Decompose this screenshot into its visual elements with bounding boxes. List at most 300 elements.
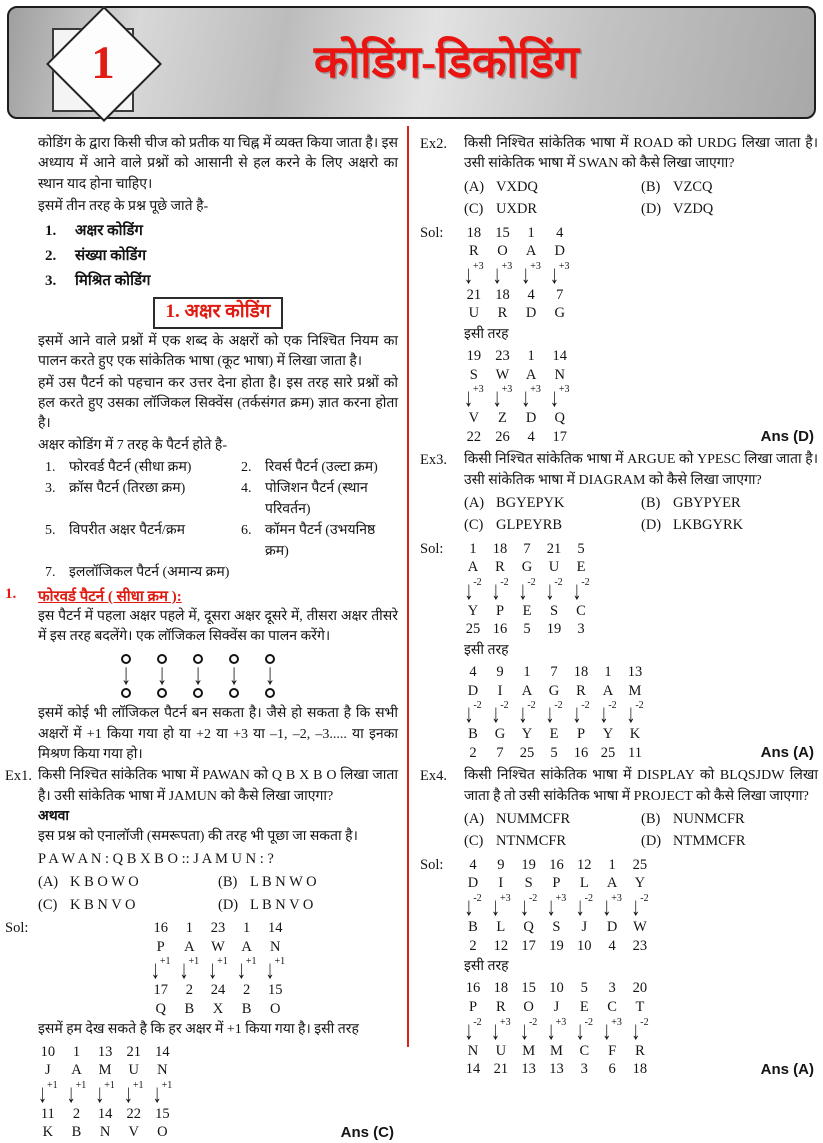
mapping-block-2 (464, 978, 649, 1079)
example-question-row (420, 134, 818, 223)
example-content (38, 766, 398, 918)
shift-arrow (549, 259, 570, 289)
example-label: Ex1. (5, 768, 32, 785)
solution-mapping (464, 979, 649, 1078)
map-cell: 18 (632, 1061, 648, 1078)
shift-arrow (491, 575, 509, 605)
options-grid (464, 492, 818, 537)
shift-arrow (265, 954, 286, 984)
map-cell: 10 (577, 937, 592, 954)
map-cell: 6 (608, 1061, 616, 1078)
map-cell: 14 (552, 348, 567, 365)
map-cell: 19 (466, 348, 482, 365)
option-value: GBYPYER (673, 494, 741, 511)
solution-row (5, 918, 398, 1143)
option-key: (C) (464, 833, 484, 850)
map-cell: A (602, 682, 614, 699)
map-cell: D (525, 410, 537, 427)
example-ex3 (420, 450, 818, 763)
diagram-column (229, 654, 239, 698)
map-cell: M (628, 682, 642, 699)
option-key: (D) (641, 201, 662, 218)
map-cell: A (71, 1062, 82, 1079)
option-value: VZDQ (673, 201, 714, 218)
map-cell: D (525, 305, 537, 322)
shift-arrow (150, 954, 171, 984)
map-cell: S (549, 602, 559, 619)
shift-arrow (491, 891, 511, 921)
map-cell: A (241, 938, 252, 955)
final-row (38, 1042, 398, 1143)
map-cell: L (496, 919, 506, 936)
map-cell: X (212, 1000, 224, 1017)
similarly-text: इसी तरह (464, 642, 509, 658)
shift-value: -2 (528, 893, 538, 905)
shift-value: +3 (501, 384, 513, 396)
map-cell: N (270, 938, 281, 955)
map-cell: 5 (577, 540, 585, 557)
down-arrow-icon: ↓ (572, 698, 582, 728)
option-key: (D) (641, 833, 662, 850)
coding-type-number: 2. (45, 247, 57, 264)
example-label: Ex2. (420, 136, 447, 152)
left-examples-container (5, 766, 398, 1143)
answer-label: Ans (A) (760, 1060, 814, 1078)
shift-value: +1 (132, 1079, 144, 1091)
or-label: अथवा (38, 808, 70, 824)
map-cell: 23 (632, 937, 648, 954)
map-cell: Z (498, 410, 507, 427)
map-cell: 13 (627, 664, 643, 681)
map-cell: B (71, 1124, 82, 1141)
pattern-item (241, 457, 398, 478)
map-cell: 25 (632, 856, 648, 873)
map-cell: 2 (469, 744, 477, 761)
map-cell: E (579, 998, 589, 1015)
shift-value: +1 (159, 956, 171, 968)
shift-value: +1 (104, 1079, 115, 1091)
coding-type-item (45, 244, 398, 269)
down-arrow-icon: ↓ (546, 891, 556, 921)
map-cell: Y (521, 726, 533, 743)
example-ex1 (5, 766, 398, 1143)
shift-value: -2 (581, 700, 590, 712)
diagram-column (121, 654, 131, 698)
map-cell: B (468, 726, 478, 743)
example-label: Ex4. (420, 768, 447, 785)
shift-value: +3 (555, 1016, 567, 1028)
pattern-item-number: 1. (45, 459, 56, 475)
answer-label: Ans (C) (340, 1123, 394, 1141)
shift-arrow (521, 382, 541, 412)
option-b (641, 492, 818, 514)
pattern-item-number: 2. (241, 459, 252, 475)
pattern-item-label: पोजिशन पैटर्न (स्थान परिवर्तन) (265, 480, 368, 517)
solution-label: Sol: (420, 224, 444, 241)
pattern-item-number: 5. (45, 522, 56, 538)
map-cell: R (495, 998, 506, 1015)
map-cell: A (525, 243, 537, 260)
solution-row (420, 539, 818, 764)
down-arrow-icon: ↓ (575, 1015, 585, 1045)
down-arrow-icon: ↓ (631, 891, 641, 921)
map-cell: 7 (556, 286, 564, 303)
map-cell: G (548, 682, 560, 699)
solution-content (464, 539, 818, 764)
shift-value: -2 (473, 700, 482, 712)
chapter-title: कोडिंग-डिकोडिंग (313, 36, 580, 87)
map-cell: 7 (550, 664, 558, 681)
shift-value: -2 (635, 700, 644, 712)
option-value: VZCQ (673, 178, 713, 195)
map-cell: 20 (632, 980, 648, 997)
solution-content (38, 918, 398, 1143)
option-c (464, 198, 641, 220)
map-cell: 16 (465, 980, 481, 997)
map-cell: 13 (549, 1061, 564, 1078)
down-arrow-icon: ↓ (150, 954, 160, 984)
shift-value: -2 (640, 893, 649, 905)
map-cell: P (576, 726, 586, 743)
down-arrow-icon: ↓ (572, 575, 582, 605)
map-cell: G (521, 559, 533, 576)
option-value: VXDQ (496, 178, 538, 195)
map-cell: C (576, 602, 586, 619)
down-arrow-icon: ↓ (575, 891, 585, 921)
shift-value: +3 (473, 260, 484, 272)
option-value: K B O W O (70, 874, 139, 891)
option-b (218, 871, 398, 893)
down-arrow-icon: ↓ (519, 1015, 529, 1045)
solution-row (420, 223, 818, 448)
map-cell: 1 (72, 1043, 81, 1060)
map-cell: 9 (497, 856, 505, 873)
map-cell: 1 (523, 664, 531, 681)
option-value: L B N V O (250, 896, 314, 913)
down-arrow-icon: ↓ (236, 954, 246, 984)
option-value: BGYEPYK (496, 494, 565, 511)
chapter-header-banner (7, 6, 816, 119)
section-paragraph-1: इसमें आने वाले प्रश्नों में एक शब्द के अक्षरों को एक निश्चित नियम का पालन करते हुए एक सांकेतिक भाषा (कूट भाषा) में लिखा जाता है। (38, 334, 398, 370)
shift-value: +1 (188, 956, 200, 968)
map-cell: 18 (573, 664, 589, 681)
option-value: NTMMCFR (673, 833, 746, 850)
map-cell: M (522, 1042, 536, 1059)
solution-mapping (38, 1043, 172, 1142)
map-cell: E (549, 726, 559, 743)
map-cell: O (497, 243, 508, 260)
map-cell: E (522, 602, 532, 619)
shift-value: -2 (608, 700, 617, 712)
down-arrow-icon: ↓ (491, 891, 500, 921)
map-cell: Y (602, 726, 614, 743)
map-cell: S (552, 919, 561, 936)
shift-value: +3 (558, 260, 570, 272)
option-a (464, 492, 641, 514)
map-cell: 7 (523, 540, 531, 557)
map-cell: 5 (550, 744, 558, 761)
down-arrow-icon: ↓ (38, 1078, 47, 1108)
down-arrow-icon: ↓ (521, 259, 531, 289)
shift-value: -2 (640, 1016, 649, 1028)
mapping-block-2 (464, 662, 644, 763)
map-cell: 4 (527, 428, 535, 445)
map-cell: P (468, 998, 478, 1015)
down-arrow-icon: ↓ (519, 891, 529, 921)
shift-value: -2 (584, 893, 593, 905)
option-d (218, 894, 398, 916)
map-cell: 16 (492, 621, 508, 638)
map-cell: V (128, 1124, 139, 1141)
example-question-row (420, 766, 818, 855)
map-cell: R (468, 243, 479, 260)
map-cell: J (553, 998, 560, 1015)
down-arrow-icon: ↓ (464, 259, 473, 289)
map-cell: 4 (608, 937, 616, 954)
solution-mapping (464, 856, 649, 955)
options-grid (464, 176, 818, 221)
mapping-block-1 (464, 855, 818, 956)
shift-value: -2 (528, 1016, 538, 1028)
map-cell: A (184, 938, 195, 955)
map-cell: 11 (40, 1105, 55, 1122)
map-cell: 4 (469, 664, 477, 681)
option-key: (D) (641, 517, 662, 534)
solution-content (464, 223, 818, 448)
map-cell: B (468, 919, 478, 936)
two-column-body (5, 126, 818, 1141)
map-cell: 15 (521, 980, 536, 997)
map-cell: 21 (546, 540, 562, 557)
map-cell: C (579, 1042, 590, 1059)
mapping-block-1 (38, 918, 398, 1019)
map-cell: G (554, 305, 565, 322)
option-d (641, 198, 818, 220)
down-arrow-icon: ↓ (631, 1015, 641, 1045)
down-arrow-icon: ↓ (179, 954, 189, 984)
map-cell: 13 (97, 1043, 113, 1060)
map-cell: Q (554, 410, 565, 427)
diagram-column (265, 654, 275, 698)
pattern-item-number: 3. (45, 480, 56, 496)
option-a (464, 176, 641, 198)
shift-value: +3 (501, 260, 513, 272)
shift-value: +3 (558, 384, 570, 396)
similarly-text: इसी तरह (464, 326, 509, 342)
shift-arrow (492, 259, 513, 289)
map-cell: D (606, 919, 618, 936)
down-arrow-icon: ↓ (602, 1015, 612, 1045)
pattern-item (241, 520, 398, 562)
map-cell: N (99, 1124, 111, 1141)
similarly-text: इसी तरह (464, 959, 509, 975)
map-cell: P (156, 938, 165, 955)
map-cell: B (184, 1000, 195, 1017)
shift-arrow (519, 1015, 538, 1045)
shift-value: +1 (217, 956, 228, 968)
map-cell: 15 (495, 224, 510, 241)
down-arrow-icon: ↓ (95, 1078, 105, 1108)
down-arrow-icon: ↓ (464, 382, 473, 412)
map-cell: 18 (493, 980, 509, 997)
shift-value: +1 (47, 1079, 58, 1091)
right-column (409, 126, 818, 1078)
map-cell: 19 (546, 621, 562, 638)
option-value: NUMMCFR (496, 811, 571, 827)
solution-mapping (464, 347, 570, 446)
down-arrow-icon: ↓ (492, 382, 502, 412)
map-cell: 19 (549, 937, 564, 954)
shift-arrow (38, 1078, 58, 1108)
coding-type-item (45, 269, 398, 294)
down-arrow-icon: ↓ (602, 891, 612, 921)
map-cell: M (550, 1042, 563, 1059)
pattern-item (45, 457, 241, 478)
down-arrow-icon: ↓ (66, 1078, 76, 1108)
shift-value: -2 (581, 576, 590, 588)
map-cell: W (633, 919, 647, 936)
analogy-line: P A W A N : Q B X B O :: J A M U N : ? (38, 850, 274, 867)
down-arrow-icon: ↓ (521, 382, 531, 412)
map-cell: W (495, 366, 510, 383)
map-cell: 23 (495, 348, 510, 365)
map-cell: Y (634, 875, 646, 892)
shift-arrow (631, 1015, 649, 1045)
solution-mapping (464, 540, 590, 639)
down-arrow-icon: ↓ (491, 1015, 500, 1045)
map-cell: T (635, 998, 645, 1015)
map-cell: 2 (469, 937, 477, 954)
pattern-item-label: फोरवर्ड पैटर्न (सीधा क्रम) (69, 459, 192, 475)
map-cell: R (495, 559, 505, 576)
map-cell: R (635, 1042, 645, 1059)
map-cell: 18 (492, 540, 508, 557)
diagram-column (157, 654, 167, 698)
example-content (464, 766, 818, 855)
shift-value: -2 (527, 700, 536, 712)
pattern-item (45, 562, 398, 583)
option-b (641, 808, 818, 830)
shift-arrow (464, 259, 484, 289)
map-cell: 11 (628, 744, 642, 761)
down-arrow-icon: ↓ (229, 658, 239, 692)
shift-arrow (549, 382, 570, 412)
solution-row (420, 855, 818, 1080)
intro-paragraph-1: कोडिंग के द्वारा किसी चीज को प्रतीक या चिह्न में व्यक्त किया जाता है। इस अध्याय में आने वाले प्रश्नों को आसानी से हल करने के लिए अक्षरो का स्थान याद होना चाहिए। (38, 136, 398, 192)
map-cell: N (157, 1062, 168, 1079)
option-key: (C) (38, 896, 58, 913)
example-ex4 (420, 766, 818, 1079)
shift-arrow (575, 1015, 593, 1045)
map-cell: 10 (549, 980, 564, 997)
mapping-block-1 (464, 539, 818, 640)
map-cell: 14 (268, 920, 283, 937)
map-cell: U (548, 559, 560, 576)
down-arrow-icon: ↓ (123, 1078, 133, 1108)
option-key: (A) (464, 178, 485, 195)
forward-pattern-heading-row (5, 586, 398, 606)
option-b (641, 176, 818, 198)
map-cell: V (468, 410, 480, 427)
map-cell: 1 (243, 920, 251, 937)
down-arrow-icon: ↓ (518, 698, 528, 728)
map-cell: U (468, 305, 480, 322)
shift-arrow (152, 1078, 173, 1108)
map-cell: E (576, 559, 586, 576)
section-heading-text: 1. अक्षर कोडिंग (153, 297, 284, 329)
forward-pattern-note: इसमें कोई भी लॉजिकल पैटर्न बन सकता है। जैसे हो सकता है कि सभी अक्षरों में +1 किया गया हो या +2 या +3 या –1, –2, –3..... या इनका मिश्रण किया गया हो। (38, 706, 398, 763)
mapping-block-2 (464, 346, 570, 447)
down-arrow-icon: ↓ (265, 954, 275, 984)
map-cell: 3 (608, 980, 616, 997)
shift-arrow (208, 954, 228, 984)
similarly-text: इसमें हम देख सकते है कि हर अक्षर में +1 किया गया है। इसी तरह (38, 1022, 359, 1038)
section-paragraph-3: अक्षर कोडिंग में 7 तरह के पैटर्न होते है- (38, 437, 228, 453)
map-cell: 4 (556, 224, 564, 241)
shift-arrow (546, 1015, 567, 1045)
mapping-block-2 (38, 1042, 172, 1143)
map-cell: Q (523, 919, 534, 936)
option-key: (B) (641, 811, 661, 827)
coding-types-list (45, 219, 398, 293)
map-cell: 17 (521, 937, 536, 954)
solution-label: Sol: (420, 540, 444, 557)
down-arrow-icon: ↓ (464, 891, 474, 921)
option-d (641, 514, 818, 536)
map-cell: Y (467, 602, 479, 619)
intro-paragraph-2: इसमें तीन तरह के प्रश्न पूछे जाते है- (38, 198, 209, 214)
shift-arrow (66, 1078, 87, 1108)
shift-value: +1 (274, 956, 286, 968)
map-cell: U (495, 1042, 507, 1059)
alt-question-text: इस प्रश्न को एनालॉजी (समरूपता) की तरह भी पूछा जा सकता है। (38, 829, 358, 845)
coding-type-label: अक्षर कोडिंग (75, 223, 143, 240)
letter-mapping-diagram (38, 654, 358, 698)
diagram-column (193, 654, 203, 698)
map-cell: K (42, 1124, 54, 1141)
map-cell: D (467, 682, 479, 699)
map-cell: U (128, 1062, 139, 1079)
shift-value: +3 (473, 384, 484, 396)
map-cell: W (211, 938, 225, 955)
solution-mapping (151, 919, 285, 1018)
map-cell: 26 (495, 428, 510, 445)
map-cell: 1 (527, 348, 535, 365)
map-cell: 1 (469, 540, 477, 557)
map-cell: 25 (465, 621, 481, 638)
pattern-item-number: 4. (241, 480, 252, 496)
shift-arrow (464, 698, 482, 728)
option-c (464, 830, 641, 852)
map-cell: I (498, 875, 504, 892)
map-cell: 5 (523, 621, 531, 638)
down-arrow-icon: ↓ (464, 575, 474, 605)
map-cell: 23 (210, 920, 226, 937)
forward-pattern-title: फोरवर्ड पैटर्न ( सीधा क्रम ): (38, 588, 182, 605)
down-arrow-icon: ↓ (545, 575, 555, 605)
option-key: (B) (641, 494, 661, 511)
example-ex2 (420, 134, 818, 447)
answer-label: Ans (A) (760, 744, 814, 762)
pattern-item (45, 478, 241, 520)
shift-arrow (626, 698, 644, 728)
shift-value: -2 (500, 576, 509, 588)
shift-value: -2 (473, 576, 482, 588)
map-cell: I (497, 682, 503, 699)
option-c (38, 894, 218, 916)
map-cell: 1 (185, 920, 193, 937)
map-cell: A (606, 875, 618, 892)
